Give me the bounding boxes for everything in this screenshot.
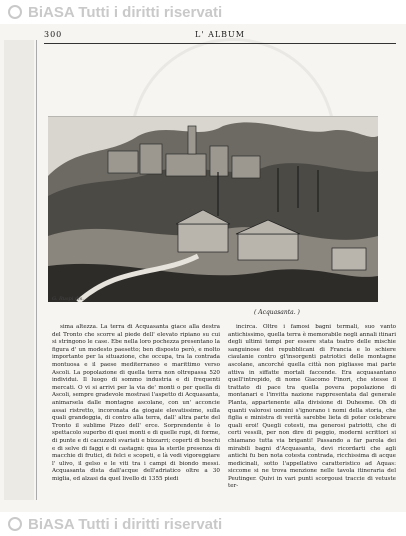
watermark-text-bottom: BiASA Tutti i diritti riservati [28,515,223,533]
column-rule [36,40,37,500]
biasa-logo-icon [8,517,22,531]
watermark-text-top: BiASA Tutti i diritti riservati [28,3,223,21]
page-margin-strip [4,40,34,500]
watermark-banner-top [0,0,406,24]
text-column-left [52,324,220,483]
article-paragraph: sima altezza. La terra di Acquasanta giace alla destra del Tronto che scorre al piede dell' elevato ripiano su cui si stringono le case. Ebe nella loro pochezza presentano la figura d' un modesto paesetto; ben disposto però, e molto importante per la situazione, che occupa, tra la contrada montuosa e il paese mediterraneo e marittimo verso Ascoli. La popolazione di quella terra non oltrepassa 520 individui. Il luogo di sommo industria e di frequenti mercati. O vi si arrivi per la via de' monti o per quella di Ascoli, sempre gradevole mostrasi l'aspetto di Acquasanta, animarsela dalle montagne ascolane, con un' acconcie assai ristretto, incoronata da giogaie elevatissime, sulla quali grandeggia, di contro alla terra, dall' altra parte del Tronto il sublime Pizzo dell' erce. Sorprendente è lo spettacolo superbo di quei monti e di quelle rupi, di forme, di punte e di cacuzzoli svariati e bizzarri; coperti di boschi e di selve di faggi e di castagni: qua la sterile presenza di macchie di frutici, di felci e scopeti, e là vedi vigoreggiare l' ulivo, il gelso e le viti tra i campi di biondo messi. Acquasanta dista dall'acque dell'adriatico oltre a 30 miglia, ed alzasi da quel livello di 1355 piedi [52,324,220,482]
watermark-banner-bottom [0,512,406,536]
engraver-signature: G. Ruspi dis. [52,296,84,302]
article-paragraph: incirca. Oltre i famosi bagni termali, suo vanto antichissimo, quella terra è memorabile negli annali itinari degli ultimi tempi per essere stata teatro delle mischie sanguinose dei repubblicani di Francia e lo schiere ciaulanie contro gl'insorgenti patriotici delle montagne ascolane, ancorché quella città non pigliasse mai parte attiva in siffatte mortali faccende. Era acquasantano quell'intrepido, di nome Giacomo Finori, che stesse il trattato di pace tra quella povera popolazione di montanari e l'invitta nazione rappresentata dal generale Planta, appartenente alla divisione di Duhesme. Oh di quanti valorosi uomini s'ignorano i nomi della storia, che figlia e ministra di verità sarebbe lieta di poter celebrare quali eroi! Quegli cotesti, ma generosi patriotti, che di certi vessili, per non dire di peggio, moderni scrittori si chiamano tutta via briganti! Passando a far parola dei mirabili bagni d'Acquasanta, devi ricordarti che agli antichi fu ben nota cotesta contrada, ricchissima di acque medicinali, sotto l'appellativo caratteristico ad Aquas: siccome si ne trova menzione nelle tavola itineraria del Peutinger. Quivi in vari punti scorgousi traccie di vetuste ter- [228,324,396,490]
running-header [44,30,396,42]
biasa-logo-icon [8,5,22,19]
acquasanta-engraving [48,116,378,302]
text-column-right [228,324,396,491]
header-rule [44,43,396,44]
figure-caption: ( Acquasanta. ) [254,309,300,316]
journal-title: L' ALBUM [195,30,245,39]
page-number: 300 [44,30,63,39]
